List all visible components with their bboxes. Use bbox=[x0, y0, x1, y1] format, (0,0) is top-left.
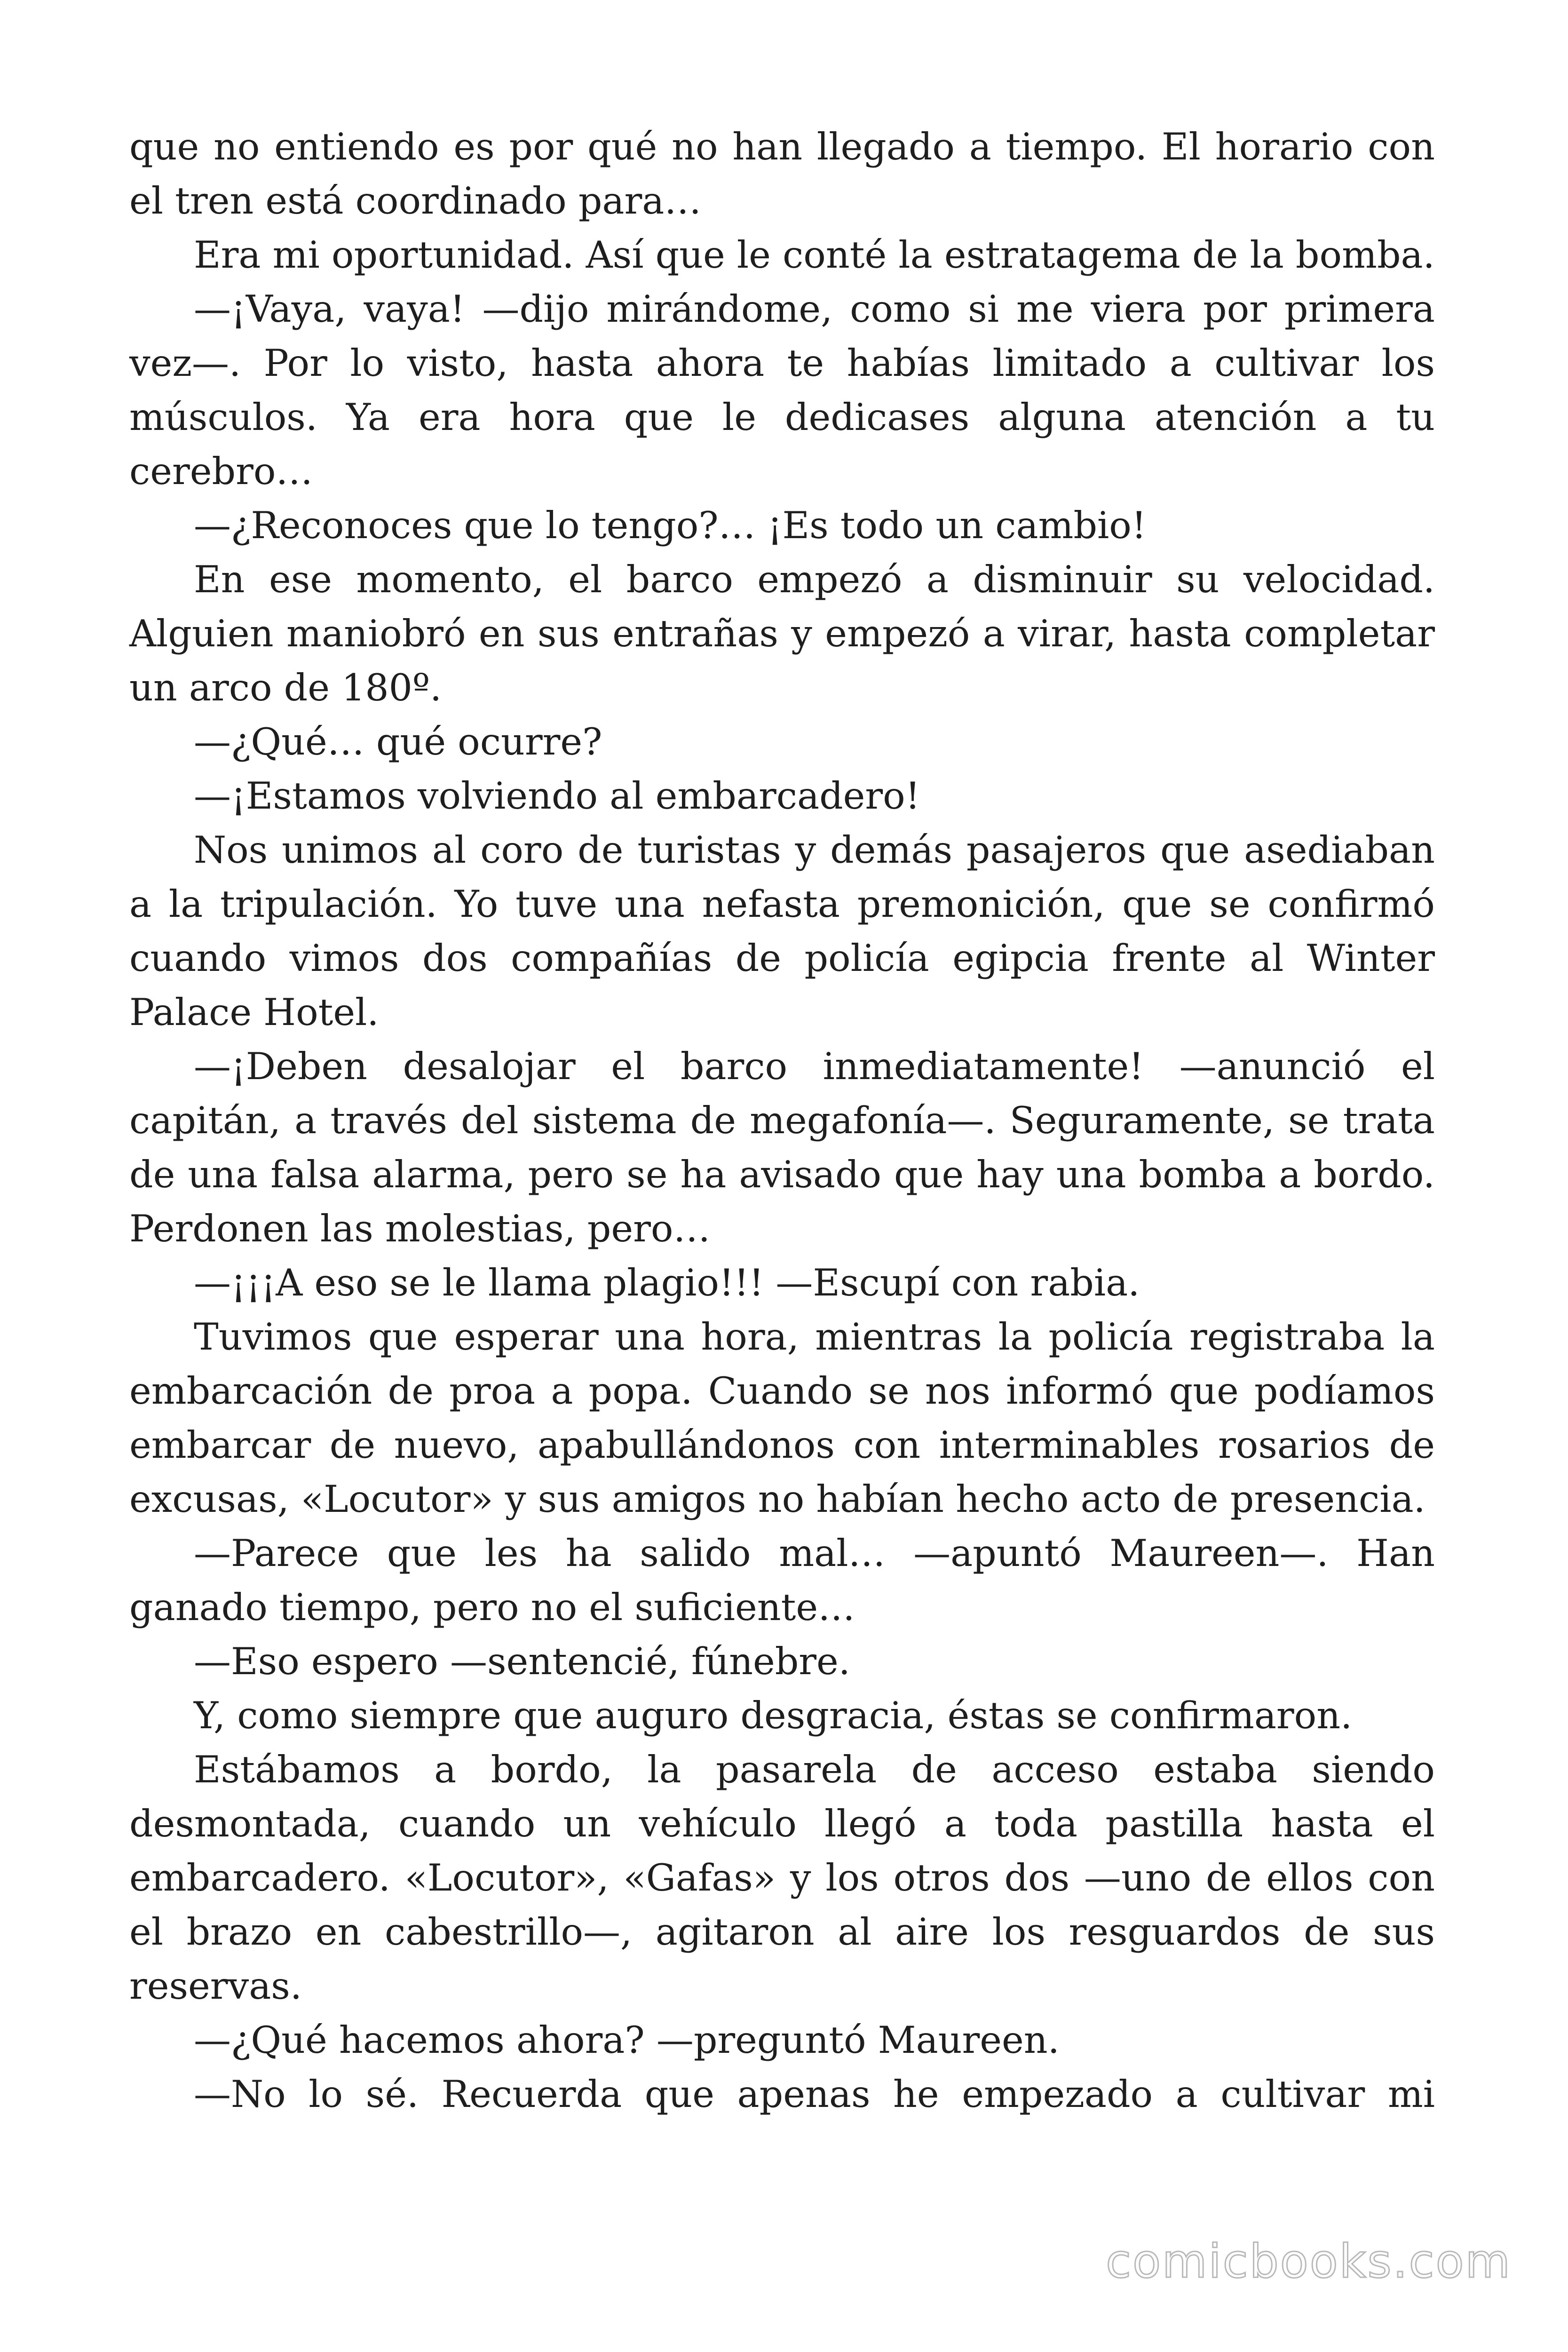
paragraph-6: —¿Qué… qué ocurre? bbox=[194, 720, 602, 763]
paragraph-9: —¡Deben desalojar el barco inmediatamente! —anunció el capitán, a través del sistema de megafonía—. Seguramente, se trata de una falsa alarma, pero se ha avisado que hay una bomba a bordo. Perdonen las molestias, pero… bbox=[129, 1045, 1435, 1250]
page-body bbox=[129, 120, 1435, 2122]
paragraph-1: que no entiendo es por qué no han llegado a tiempo. El horario con el tren está coordinado para… bbox=[129, 125, 1435, 222]
paragraph-10: —¡¡¡A eso se le llama plagio!!! —Escupí con rabia. bbox=[194, 1261, 1140, 1304]
paragraph-8: Nos unimos al coro de turistas y demás pasajeros que asediaban a la tripulación. Yo tuve una nefasta premonición, que se confirmó cuando vimos dos compañías de policía egipcia frente al Winter Palace Hotel. bbox=[129, 828, 1435, 1034]
paragraph-11: Tuvimos que esperar una hora, mientras la policía registraba la embarcación de proa a popa. Cuando se nos informó que podíamos embarcar de nuevo, apabullándonos con interminables rosarios de excusas, «Locutor» y sus amigos no habían hecho acto de presencia. bbox=[129, 1315, 1435, 1521]
paragraph-2: Era mi oportunidad. Así que le conté la estratagema de la bomba. bbox=[194, 233, 1435, 277]
watermark-logo: comicbooks.com bbox=[1106, 2235, 1512, 2288]
paragraph-13: —Eso espero —sentencié, fúnebre. bbox=[194, 1640, 850, 1683]
paragraph-15: Estábamos a bordo, la pasarela de acceso estaba siendo desmontada, cuando un vehículo llegó a toda pastilla hasta el embarcadero. «Locutor», «Gafas» y los otros dos —uno de ellos con el brazo en cabestrillo—, agitaron al aire los resguardos de sus reservas. bbox=[129, 1748, 1435, 2008]
paragraph-12: —Parece que les ha salido mal… —apuntó Maureen—. Han ganado tiempo, pero no el suficiente… bbox=[129, 1532, 1435, 1629]
paragraph-16: —¿Qué hacemos ahora? —preguntó Maureen. bbox=[194, 2018, 1060, 2062]
paragraph-7: —¡Estamos volviendo al embarcadero! bbox=[194, 774, 920, 818]
paragraph-5: En ese momento, el barco empezó a disminuir su velocidad. Alguien maniobró en sus entrañas y empezó a virar, hasta completar un arco de 180º. bbox=[129, 558, 1435, 709]
paragraph-17: —No lo sé. Recuerda que apenas he empezado a cultivar mi bbox=[194, 2073, 1435, 2116]
paragraph-3: —¡Vaya, vaya! —dijo mirándome, como si me viera por primera vez—. Por lo visto, hasta ahora te habías limitado a cultivar los músculos. Ya era hora que le dedicases alguna atención a tu cerebro… bbox=[129, 287, 1435, 493]
paragraph-14: Y, como siempre que auguro desgracia, éstas se confirmaron. bbox=[194, 1694, 1353, 1737]
paragraph-4: —¿Reconoces que lo tengo?… ¡Es todo un cambio! bbox=[194, 504, 1147, 547]
